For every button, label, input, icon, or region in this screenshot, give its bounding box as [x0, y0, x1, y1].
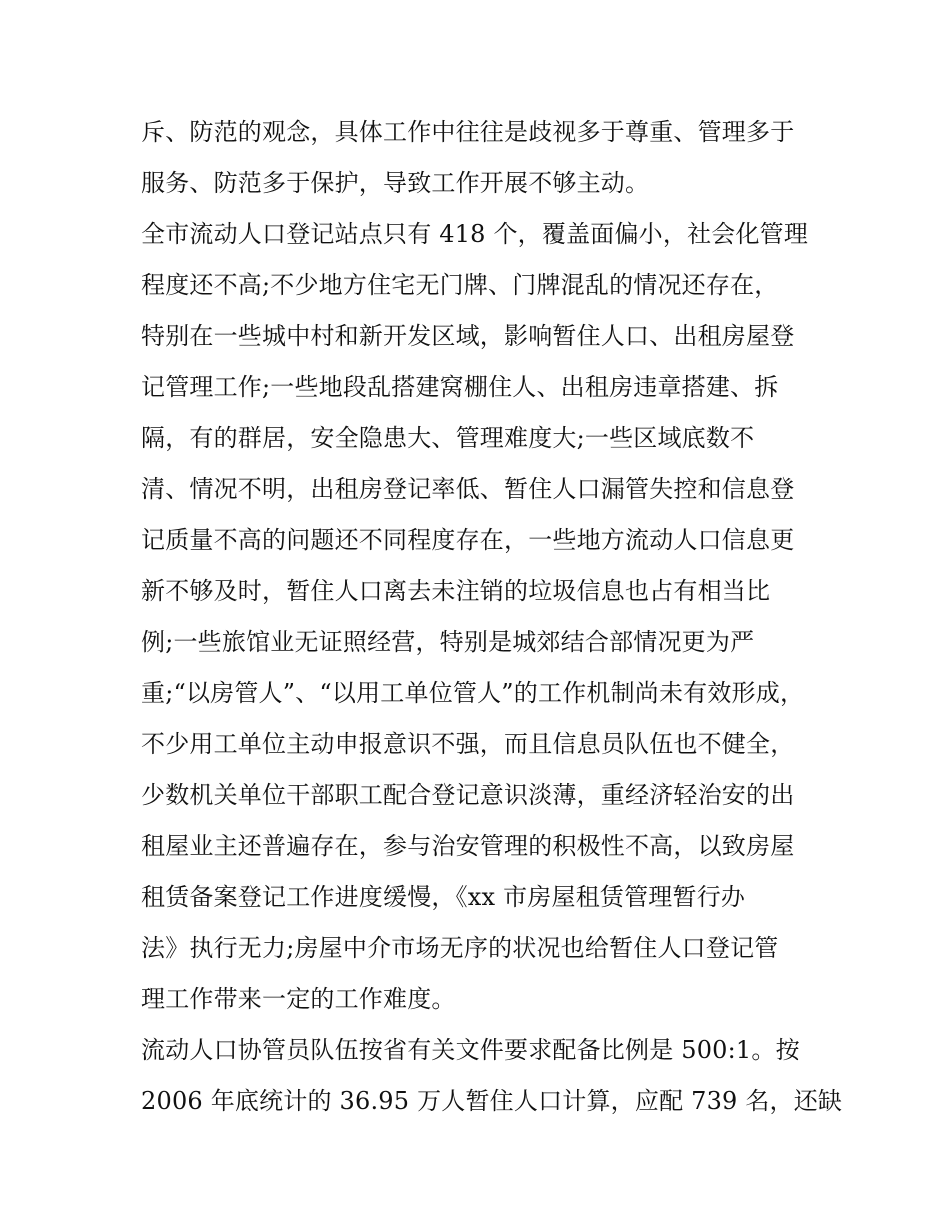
text-line: 2006 年底统计的 36.95 万人暂住人口计算，应配 739 名，还缺	[141, 1087, 843, 1115]
text-line: 清、情况不明，出租房登记率低、暂住人口漏管失控和信息登	[141, 475, 795, 503]
text-line: 记管理工作;一些地段乱搭建窝棚住人、出租房违章搭建、拆	[141, 373, 779, 401]
text-line: 不少用工单位主动申报意识不强，而且信息员队伍也不健全，	[141, 730, 795, 758]
text-line: 服务、防范多于保护，导致工作开展不够主动。	[141, 169, 650, 197]
text-line: 记质量不高的问题还不同程度存在，一些地方流动人口信息更	[141, 526, 795, 554]
text-line: 特别在一些城中村和新开发区域，影响暂住人口、出租房屋登	[141, 322, 795, 350]
text-line: 租赁备案登记工作进度缓慢，《xx 市房屋租赁管理暂行办	[141, 883, 746, 911]
text-line: 法》执行无力;房屋中介市场无序的状况也给暂住人口登记管	[141, 934, 779, 962]
body-text	[141, 107, 843, 1127]
text-line: 新不够及时，暂住人口离去未注销的垃圾信息也占有相当比	[141, 577, 771, 605]
text-line: 流动人口协管员队伍按省有关文件要求配备比例是 500:1。按	[141, 1036, 800, 1064]
text-line: 程度还不高;不少地方住宅无门牌、门牌混乱的情况还存在，	[141, 271, 779, 299]
text-line: 例;一些旅馆业无证照经营，特别是城郊结合部情况更为严	[141, 628, 755, 656]
text-line: 全市流动人口登记站点只有 418 个，覆盖面偏小，社会化管理	[141, 220, 809, 248]
text-line: 斥、防范的观念，具体工作中往往是歧视多于尊重、管理多于	[141, 118, 795, 146]
text-line: 隔，有的群居，安全隐患大、管理难度大;一些区域底数不	[141, 424, 755, 452]
text-line: 理工作带来一定的工作难度。	[141, 985, 456, 1013]
text-line: 少数机关单位干部职工配合登记意识淡薄，重经济轻治安的出	[141, 781, 795, 809]
text-line: 重;“以房管人”、“以用工单位管人”的工作机制尚未有效形成，	[141, 679, 805, 707]
text-line: 租屋业主还普遍存在，参与治安管理的积极性不高，以致房屋	[141, 832, 795, 860]
